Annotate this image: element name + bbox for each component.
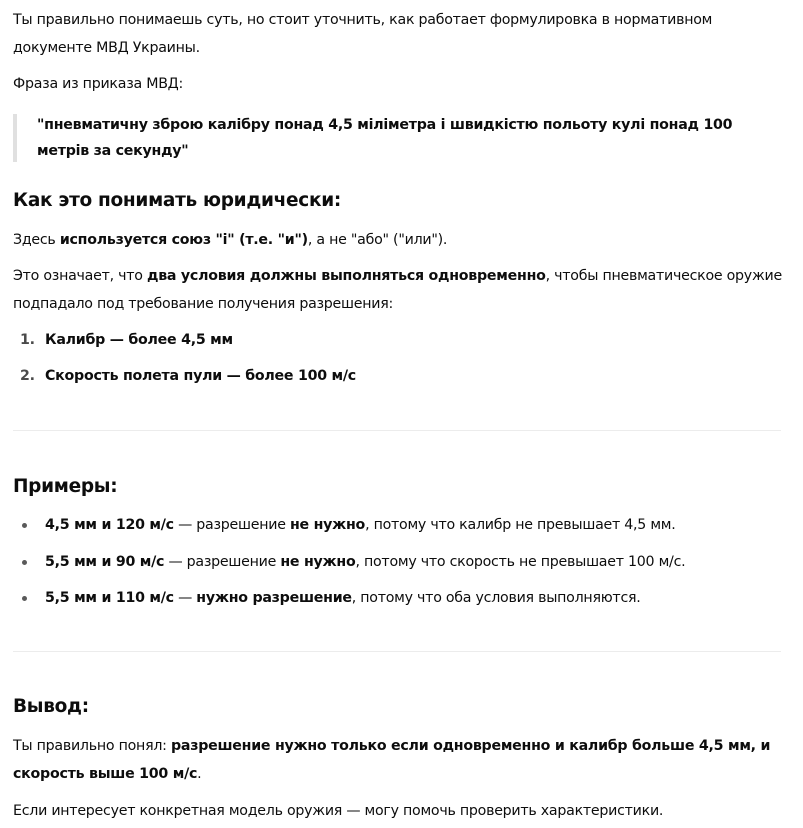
- bold-text: используется союз "і" (т.е. "и"): [59, 232, 308, 248]
- quote-intro: Фраза из приказа МВД:: [13, 76, 184, 92]
- example-text: [45, 548, 685, 576]
- text: Ты правильно понял:: [13, 738, 171, 754]
- blockquote-text: "пневматичну зброю калібру понад 4,5 міліметра і швидкістю польоту кулі понад 100 метрів за секунду": [37, 117, 733, 159]
- text: , потому что калибр не превышает 4,5 мм.: [365, 517, 676, 533]
- heading-legal: Как это понимать юридически:: [13, 190, 341, 211]
- text: Это означает, что: [13, 268, 147, 284]
- bullet-icon: [22, 560, 27, 565]
- heading-conclusion: Вывод:: [13, 696, 89, 717]
- example-text: [45, 511, 676, 539]
- bullet-icon: [22, 596, 27, 601]
- conclusion-paragraph: [13, 732, 773, 788]
- intro-paragraph: Ты правильно понимаешь суть, но стоит уточнить, как работает формулировка в нормативном документе МВД Украины.: [13, 12, 713, 56]
- bold-text: 5,5 мм и 90 м/с: [45, 553, 165, 570]
- text: —: [173, 590, 197, 606]
- bullet-icon: [22, 523, 27, 528]
- union-paragraph: [13, 226, 447, 254]
- text: , чтобы пневматическое оружие подпадало под требование получения разрешения:: [13, 268, 782, 312]
- text: Здесь: [13, 232, 60, 248]
- example-text: [45, 584, 641, 612]
- list-number: 2.: [20, 368, 35, 384]
- bold-text: два условия должны выполняться одновременно: [146, 268, 546, 284]
- divider: [13, 651, 781, 652]
- bold-text: 4,5 мм и 120 м/с: [45, 517, 174, 533]
- bold-text: разрешение нужно только если одновременно и калибр больше 4,5 мм, и скорость выше 100 м/с: [13, 738, 771, 782]
- text: , потому что скорость не превышает 100 м/с.: [355, 553, 686, 570]
- bold-text: нужно разрешение: [196, 590, 352, 606]
- condition-text: Калибр — более 4,5 мм: [45, 332, 233, 348]
- blockquote: [13, 114, 787, 162]
- text: — разрешение: [173, 517, 290, 533]
- text: , потому что оба условия выполняются.: [351, 590, 641, 606]
- bold-text: не нужно: [280, 553, 356, 570]
- divider: [13, 430, 781, 431]
- list-number: 1.: [20, 332, 35, 348]
- offer-paragraph: Если интересует конкретная модель оружия — могу помочь проверить характеристики.: [13, 803, 664, 819]
- text: — разрешение: [164, 553, 281, 570]
- bold-text: 5,5 мм и 110 м/с: [45, 590, 174, 606]
- bold-text: не нужно: [289, 517, 366, 533]
- text: , а не "або" ("или").: [307, 232, 448, 248]
- condition-text: Скорость полета пули — более 100 м/с: [45, 368, 356, 384]
- text: .: [197, 766, 202, 782]
- heading-examples: Примеры:: [13, 476, 118, 497]
- meaning-paragraph: [13, 262, 783, 318]
